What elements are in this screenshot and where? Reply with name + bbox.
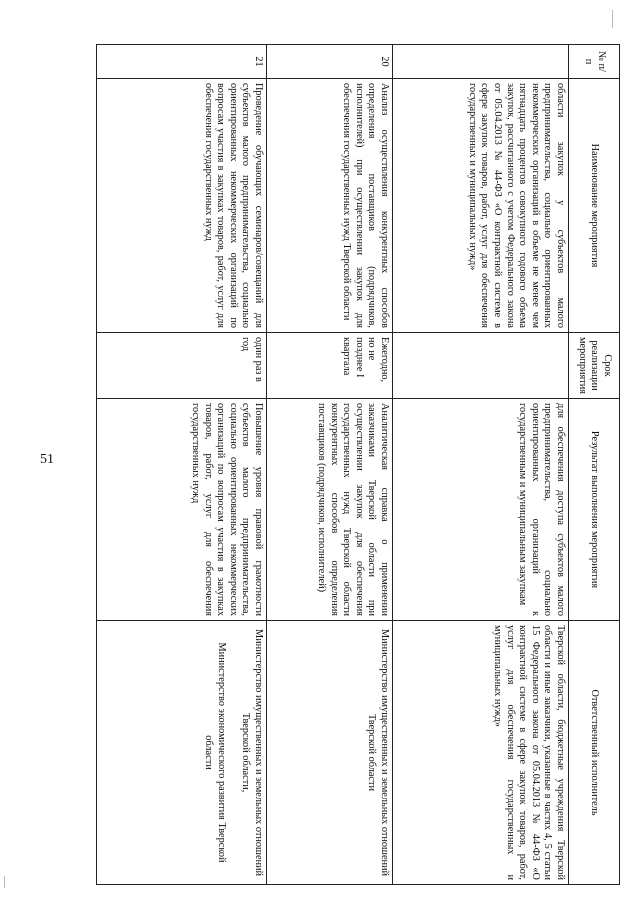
row-result: Аналитическая справка о применении заказчиками Тверской области при осуществлении закупок для обеспечения государственных нужд Тверской области конкурентных способов определения поставщиков (подрядчиков, исполнителей) xyxy=(267,399,393,621)
header-name: Наименование мероприятия xyxy=(569,79,620,333)
row-term: один раз в год xyxy=(97,333,267,399)
row-num: 20 xyxy=(267,45,393,79)
table-row xyxy=(97,45,267,885)
row-name: Анализ осуществления конкурентных способов определения поставщиков (подрядчиков, исполнителей) при осуществлении закупок для обеспечения государственных нужд Тверской области xyxy=(267,79,393,333)
header-num: № п/п xyxy=(569,45,620,79)
row-term: Ежегодно, но не позднее I квартала xyxy=(267,333,393,399)
page-number: 51 xyxy=(40,452,54,467)
table-row xyxy=(393,45,569,885)
row-executor: Тверской области, бюджетные учреждения Тверской области и иные заказчики, указанные в частях 4, 5 статьи 15 Федерального закона от 05.04.2013 № 44-ФЗ «О контрактной системе в сфере закупок товаров, работ, услуг для обеспечения государственных и муниципальных нужд» xyxy=(393,621,569,885)
row-num: 21 xyxy=(97,45,267,79)
header-result: Результат выполнения мероприятия xyxy=(569,399,620,621)
row-num xyxy=(393,45,569,79)
executor-line-2: Министерство экономического развития Тверской области xyxy=(203,642,227,863)
header-term: Срок реализации мероприятия xyxy=(569,333,620,399)
row-executor xyxy=(97,621,267,885)
header-executor: Ответственный исполнитель xyxy=(569,621,620,885)
table-header-row xyxy=(569,45,620,885)
rotated-table-container xyxy=(90,44,620,884)
row-result: Повышение уровня правовой грамотности субъектов малого предпринимательства, социально ориентированных некоммерческих организаций по вопросам участия в закупках товаров, работ, услуг для обеспечения государственных нужд xyxy=(97,399,267,621)
executor-line-1: Министерство имущественных и земельных отношений Тверской области, xyxy=(240,628,264,877)
row-name: области закупок у субъектов малого предпринимательства, социально ориентированных некоммерческих организаций в объеме не менее чем пятнадцать процентов совокупного годового объема закупок, рассчитанного с учетом Федерального закона от 05.04.2013 № 44-ФЗ «О контрактной системе в сфере закупок товаров, работ, услуг для обеспечения государственных и муниципальных нужд» xyxy=(393,79,569,333)
scan-mark xyxy=(612,10,613,28)
scan-mark xyxy=(4,876,5,888)
row-result: для обеспечения доступа субъектов малого предпринимательства, социально ориентированных организаций к государственным и муниципальным закупкам xyxy=(393,399,569,621)
row-executor: Министерство имущественных и земельных отношений Тверской области xyxy=(267,621,393,885)
row-name: Проведение обучающих семинаров/совещаний для субъектов малого предпринимательства, социально ориентированных некоммерческих организаций по вопросам участия в закупках товаров, работ, услуг для обеспечения государственных нужд xyxy=(97,79,267,333)
row-term xyxy=(393,333,569,399)
table-row xyxy=(267,45,393,885)
measures-table xyxy=(96,44,620,885)
